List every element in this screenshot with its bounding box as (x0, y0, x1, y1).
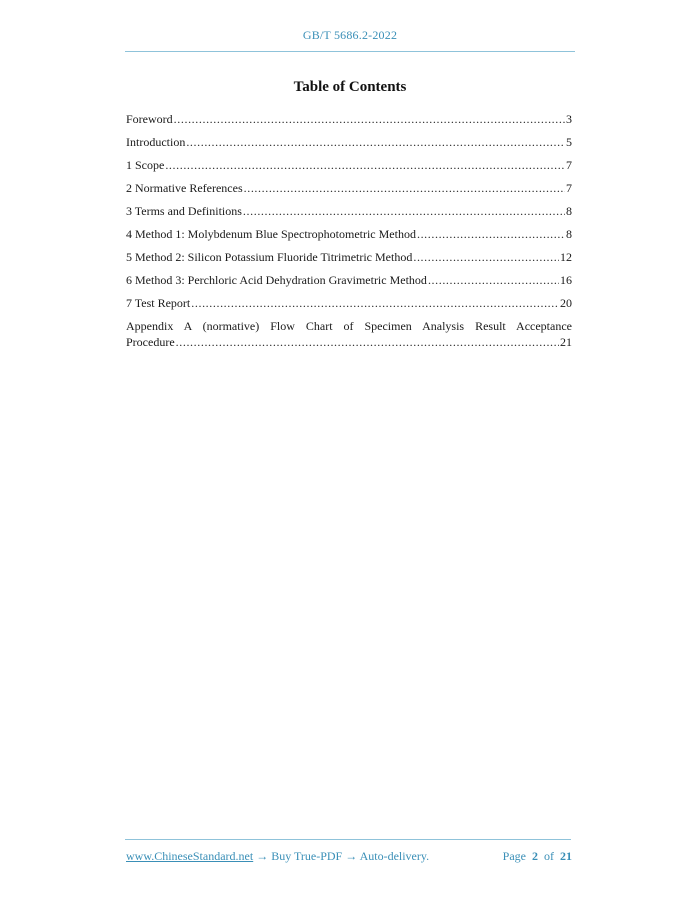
toc-entry-page: 5 (566, 135, 572, 149)
toc-entry-page: 8 (566, 227, 572, 241)
dot-leader (186, 134, 565, 150)
dot-leader (417, 226, 565, 242)
current-page-number: 2 (532, 849, 538, 863)
toc-entry-page: 7 (566, 158, 572, 172)
dot-leader (174, 111, 565, 127)
toc-entry-terms-definitions[interactable] (126, 203, 572, 226)
toc-entry-normative-references[interactable] (126, 180, 572, 203)
toc-entry-label: 4 Method 1: Molybdenum Blue Spectrophotometric Method (126, 227, 416, 241)
footer-divider (125, 839, 571, 840)
toc-entry-continuation (126, 334, 572, 350)
toc-entry-label: 3 Terms and Definitions (126, 204, 242, 218)
toc-entry-label: 1 Scope (126, 158, 165, 172)
toc-entry-appendix-a[interactable] (126, 318, 572, 350)
toc-entry-page: 7 (566, 181, 572, 195)
toc-entry-label: 2 Normative References (126, 181, 243, 195)
dot-leader (191, 295, 559, 311)
dot-leader (413, 249, 559, 265)
toc-entry-method-2[interactable] (126, 249, 572, 272)
toc-entry-test-report[interactable] (126, 295, 572, 318)
toc-entry-page: 21 (560, 335, 572, 349)
of-word: of (544, 849, 554, 863)
toc-entry-label: 5 Method 2: Silicon Potassium Fluoride Titrimetric Method (126, 250, 413, 264)
toc-entry-scope[interactable] (126, 157, 572, 180)
toc-entry-label: Introduction (126, 135, 186, 149)
toc-title: Table of Contents (293, 79, 407, 95)
toc-entry-label: Appendix A (normative) Flow Chart of Specimen Analysis Result Acceptance (126, 319, 572, 333)
toc-entry-page: 16 (560, 273, 572, 287)
toc-entry-method-1[interactable] (126, 226, 572, 249)
toc-entry-label: Foreword (126, 112, 173, 126)
dot-leader (244, 180, 565, 196)
page-indicator (503, 849, 572, 864)
website-link[interactable]: www.ChineseStandard.net (126, 849, 254, 863)
dot-leader (428, 272, 559, 288)
footer-promo (126, 849, 429, 864)
toc-entry-method-3[interactable] (126, 272, 572, 295)
toc-entry-page: 20 (560, 296, 572, 310)
toc-entry-label: 6 Method 3: Perchloric Acid Dehydration Gravimetric Method (126, 273, 427, 287)
toc-list (126, 111, 572, 350)
toc-entry-label-continued: Procedure (126, 335, 175, 349)
running-header: GB/T 5686.2-2022 (302, 28, 398, 42)
header-divider (125, 51, 575, 52)
total-pages-number: 21 (560, 849, 572, 863)
toc-entry-page: 8 (566, 204, 572, 218)
dot-leader (243, 203, 565, 219)
dot-leader (165, 157, 565, 173)
toc-entry-page: 12 (560, 250, 572, 264)
toc-entry-page: 3 (566, 112, 572, 126)
toc-entry-introduction[interactable] (126, 134, 572, 157)
promo-text: → Buy True-PDF → Auto-delivery. (253, 849, 430, 863)
toc-entry-foreword[interactable] (126, 111, 572, 134)
dot-leader (176, 334, 559, 350)
page-word: Page (502, 849, 526, 863)
toc-entry-label: 7 Test Report (126, 296, 191, 310)
